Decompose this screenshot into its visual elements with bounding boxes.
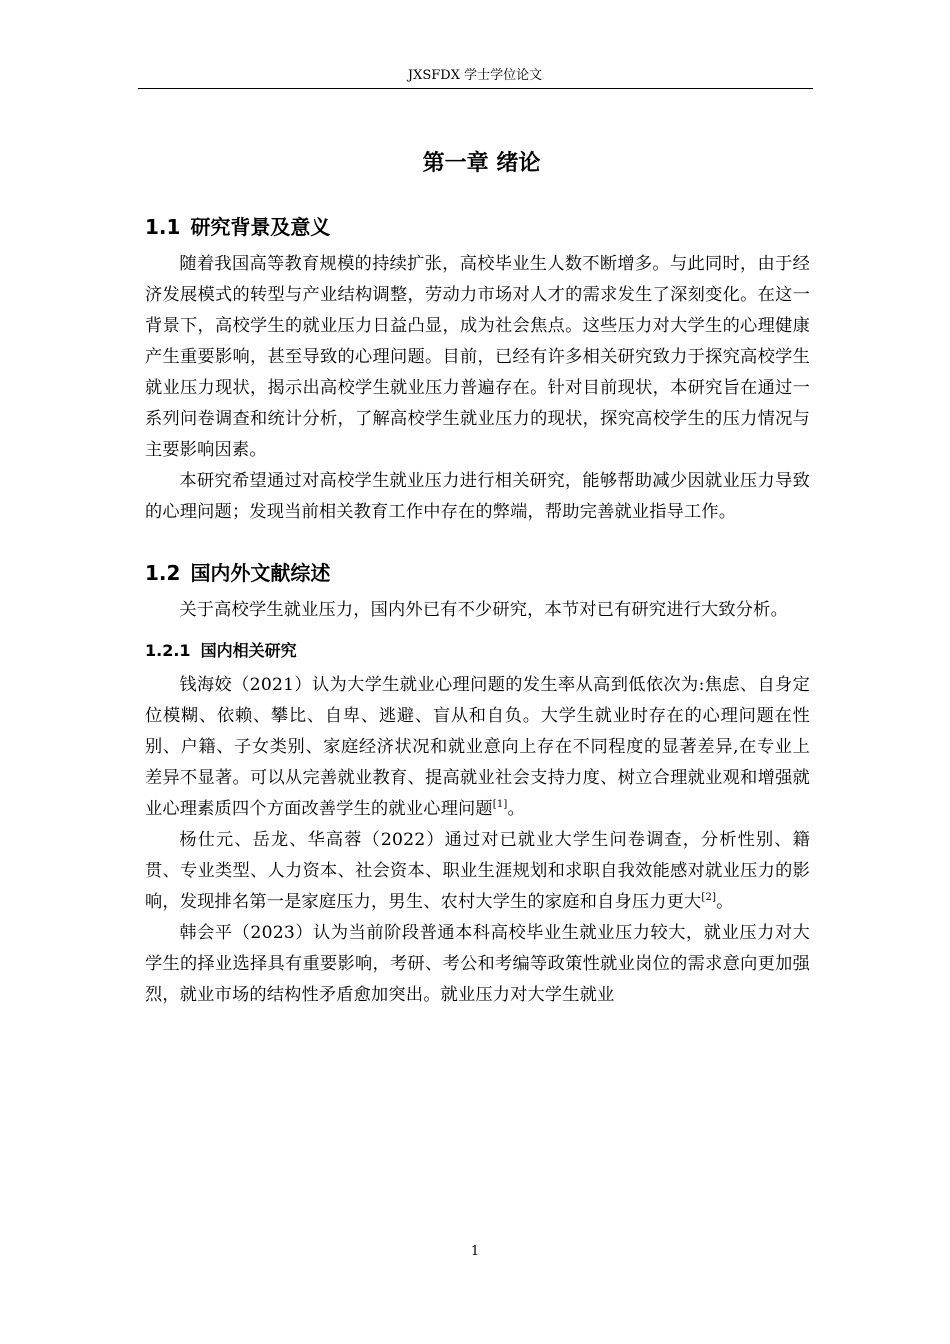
subsection-number: 1.2.1 — [145, 641, 191, 660]
paragraph: 关于高校学生就业压力，国内外已有不少研究，本节对已有研究进行大致分析。 — [179, 600, 788, 620]
page-number: 1 — [470, 1244, 480, 1259]
paragraph-text: 钱海姣（2021）认为大学生就业心理问题的发生率从高到低依次为:焦虑、自身定位模糊、依赖、攀比、自卑、逃避、盲从和自负。大学生就业时存在的心理问题在性别、户籍、子女类别、家庭经济状况和就业意向上存在不同程度的显著差异,在专业上差异不显著。可以从完善就业教育、提高就业社会支持力度、树立合理就业观和增强就业心理素质四个方面改善学生的就业心理问题 — [145, 675, 810, 819]
paragraph: 随着我国高等教育规模的持续扩张，高校毕业生人数不断增多。与此同时，由于经济发展模式的转型与产业结构调整，劳动力市场对人才的需求发生了深刻变化。在这一背景下，高校学生的就业压力日益凸显，成为社会焦点。这些压力对大学生的心理健康产生重要影响，甚至导致的心理问题。目前，已经有许多相关研究致力于探究高校学生就业压力现状，揭示出高校学生就业压力普遍存在。针对目前现状，本研究旨在通过一系列问卷调查和统计分析，了解高校学生就业压力的现状，探究高校学生的压力情况与主要影响因素。 — [145, 254, 810, 460]
section-title-text: 国内外文献综述 — [190, 561, 331, 585]
header-divider — [138, 88, 813, 89]
running-header: JXSFDX 学士学位论文 — [407, 68, 543, 83]
paragraph — [145, 670, 810, 825]
paragraph — [145, 825, 810, 918]
chapter-title: 第一章 绪论 — [422, 151, 541, 176]
subsection-heading-1-2-1 — [145, 638, 810, 664]
section-title-text: 研究背景及意义 — [190, 215, 331, 239]
paragraph-end: 。 — [716, 892, 734, 912]
spacer — [145, 528, 810, 558]
page-body — [145, 146, 810, 1011]
citation-marker[interactable]: [1] — [492, 799, 508, 810]
section-heading-1-1 — [145, 212, 810, 242]
subsection-title-text: 国内相关研究 — [200, 641, 297, 660]
paragraph-end: 。 — [507, 799, 525, 819]
section-heading-1-2 — [145, 558, 810, 588]
paragraph-text: 杨仕元、岳龙、华高蓉（2022）通过对已就业大学生问卷调查，分析性别、籍贯、专业类型、人力资本、社会资本、职业生涯规划和求职自我效能感对就业压力的影响，发现排名第一是家庭压力，男生、农村大学生的家庭和自身压力更大 — [145, 830, 810, 912]
spacer — [145, 626, 810, 638]
paragraph: 本研究希望通过对高校学生就业压力进行相关研究，能够帮助减少因就业压力导致的心理问题；发现当前相关教育工作中存在的弊端，帮助完善就业指导工作。 — [145, 471, 810, 522]
citation-marker[interactable]: [2] — [701, 892, 717, 903]
paragraph: 韩会平（2023）认为当前阶段普通本科高校毕业生就业压力较大，就业压力对大学生的择业选择具有重要影响，考研、考公和考编等政策性就业岗位的需求意向更加强烈，就业市场的结构性矛盾愈加突出。就业压力对大学生就业 — [145, 923, 810, 1005]
section-number: 1.2 — [145, 561, 181, 585]
section-number: 1.1 — [145, 215, 181, 239]
